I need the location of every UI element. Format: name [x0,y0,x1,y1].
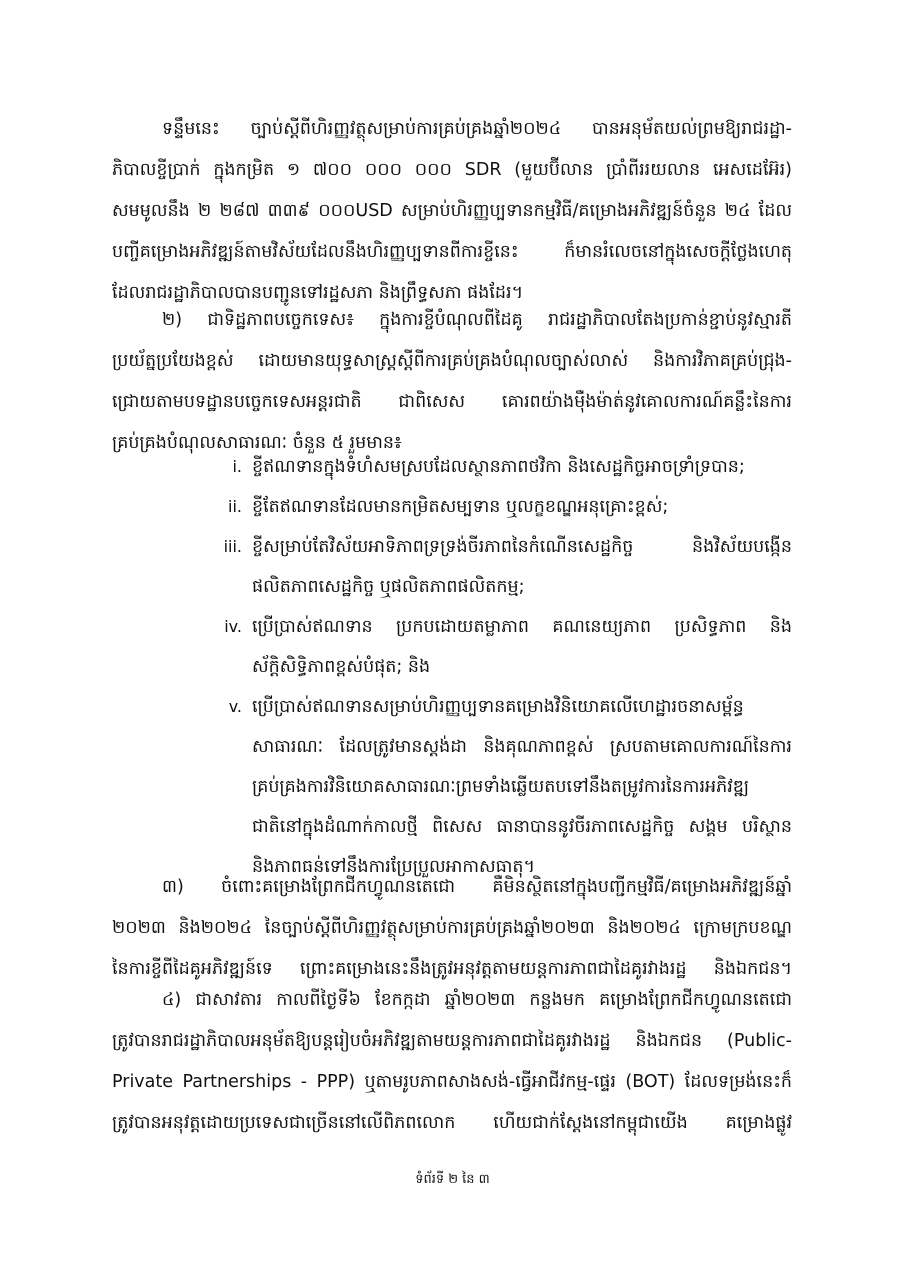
list-item-number: iv. [224,617,242,636]
list-item-line: ប្រើប្រាស់ឥណទាន ប្រកបដោយតម្លាភាព គណនេយ្យភាព ប្រសិទ្ធភាព និង [252,617,792,637]
paragraph-line: ទន្ទឹមនេះ ច្បាប់ស្តីពីហិរញ្ញវត្ថុសម្រាប់ការគ្រប់គ្រងឆ្នាំ២០២៤ បានអនុម័តយល់ព្រមឱ្យរាជរដ្ឋា- [162,119,792,139]
list-item-line: ខ្ចីឥណទានក្នុងទំហំសមស្របដែលស្ថានភាពថវិកា និងសេដ្ឋកិច្ចអាចទ្រាំទ្របាន; [252,457,745,477]
paragraph-line: ២០២៣ និង២០២៤ នៃច្បាប់ស្តីពីហិរញ្ញវត្ថុសម្រាប់ការគ្រប់គ្រងឆ្នាំ២០២៣ និង២០២៤ ក្រោមក្របខណ្ឌ [112,918,792,938]
paragraph-line: ៣) ចំពោះគម្រោងព្រែកជីកហ្វូណនតេជោ គឺមិនស្ថិតនៅក្នុងបញ្ជីកម្មវិធី/គម្រោងអភិវឌ្ឍន៍ឆ្នាំ [162,877,792,897]
paragraph-line: ២) ជាទិដ្ឋភាពបច្ចេកទេស៖ ក្នុងការខ្ចីបំណុលពីដៃគូ រាជរដ្ឋាភិបាលតែងប្រកាន់ខ្ជាប់នូវស្មារតី [162,310,792,330]
paragraph-line: ជ្រោយតាមបទដ្ឋានបច្ចេកទេសអន្តរជាតិ ជាពិសេស គោរពយ៉ាងម៉ឺងម៉ាត់នូវគោលការណ៍គន្លឹះនៃការ [112,392,792,412]
paragraph-line: សមមូលនឹង ២ ២៨៧ ៣៣៩ ០០០USD សម្រាប់ហិរញ្ញប្បទានកម្មវិធី/គម្រោងអភិវឌ្ឍន៍ចំនួន ២៤ ដែល [112,201,792,221]
paragraph-line: បញ្ចីគម្រោងអភិវឌ្ឍន៍តាមវិស័យដែលនឹងហិរញ្ញប្បទានពីការខ្ចីនេះ ក៏មានរំលេចនៅក្នុងសេចក្តីថ្លែងហេតុ [112,242,792,262]
paragraph-line: ដែលរាជរដ្ឋាភិបាលបានបញ្ជូនទៅរដ្ឋសភា និងព្រឹទ្ធសភា ផងដែរ។ [112,283,524,303]
paragraph-line: ប្រយ័ត្នប្រយែងខ្ពស់ ដោយមានយុទ្ធសាស្ត្រស្តីពីការគ្រប់គ្រងបំណុលច្បាស់លាស់ និងការវិភាគគ្រប់ជ្រុង- [112,351,792,371]
list-item-number: iii. [223,537,242,556]
paragraph-line: Private Partnerships - PPP) ឬតាមរូបភាពសាងសង់-ធ្វើអាជីវកម្ម-ផ្ទេរ (BOT) ដែលទម្រង់នេះក៏ [112,1072,792,1092]
paragraph-line: នៃការខ្ចីពីដៃគូអភិវឌ្ឍន៍ទេ ព្រោះគម្រោងនេះនឹងត្រូវអនុវត្តតាមយន្តការភាពជាដៃគូរវាងរដ្ឋ និងឯកជន។ [112,959,792,979]
list-item-line: និងភាពធន់ទៅនឹងការប្រែប្រួលអាកាសធាតុ។ [252,857,536,877]
paragraph-line: ត្រូវបានអនុវត្តដោយប្រទេសជាច្រើននៅលើពិភពលោក ហើយជាក់ស្តែងនៅកម្ពុជាយើង គម្រោងផ្លូវ [112,1113,792,1133]
list-item-line: ជាតិនៅក្នុងដំណាក់កាលថ្មី ពិសេស ធានាបាននូវចីរភាពសេដ្ឋកិច្ច សង្គម បរិស្ថាន [252,817,792,837]
list-item-number: ii. [228,497,242,516]
list-item-number: v. [228,697,242,716]
list-item-line: សាធារណៈ ដែលត្រូវមានស្តង់ដា និងគុណភាពខ្ពស់ ស្របតាមគោលការណ៍នៃការ [252,737,792,757]
list-item-line: ប្រើប្រាស់ឥណទានសម្រាប់ហិរញ្ញប្បទានគម្រោងវិនិយោគលើហេដ្ឋារចនាសម្ព័ន្ធ [252,697,744,717]
paragraph-line: ៤) ជាសាវតារ កាលពីថ្ងៃទី៦ ខែកក្កដា ឆ្នាំ២០២៣ កន្លងមក គម្រោងព្រែកជីកហ្វូណនតេជោ [162,990,792,1010]
paragraph-line: ភិបាលខ្ចីប្រាក់ ក្នុងកម្រិត ១ ៧០០ ០០០ ០០០ SDR (មួយប៊ីលាន ប្រាំពីររយលាន អេសដេអ៊ែរ) [112,160,792,180]
paragraph-line: គ្រប់គ្រងបំណុលសាធារណៈ ចំនួន ៥ រួមមាន៖ [112,433,402,453]
list-item-line: ខ្ចីសម្រាប់តែវិស័យអាទិភាពទ្រទ្រង់ចីរភាពនៃកំណើនសេដ្ឋកិច្ច និងវិស័យបង្កើន [252,537,792,557]
list-item-number: i. [232,457,242,476]
paragraph-line: ត្រូវបានរាជរដ្ឋាភិបាលអនុម័តឱ្យបន្តរៀបចំអភិវឌ្ឍតាមយន្តការភាពជាដៃគូរវាងរដ្ឋ និងឯកជន (Public- [112,1031,792,1051]
page-number-footer: ទំព័រទី ២ នៃ ៣ [415,1172,490,1187]
list-item-line: គ្រប់គ្រងការវិនិយោគសាធារណៈព្រមទាំងឆ្លើយតបទៅនឹងតម្រូវការនៃការអភិវឌ្ឍ [252,777,750,797]
list-item-line: ផលិតភាពសេដ្ឋកិច្ច ឬផលិតភាពផលិតកម្ម; [252,577,525,597]
list-item-line: ស័ក្តិសិទ្ធិភាពខ្ពស់បំផុត; និង [252,657,431,677]
list-item-line: ខ្ចីតែឥណទានដែលមានកម្រិតសម្បទាន ឬលក្ខខណ្ឌអនុគ្រោះខ្ពស់; [252,497,669,517]
